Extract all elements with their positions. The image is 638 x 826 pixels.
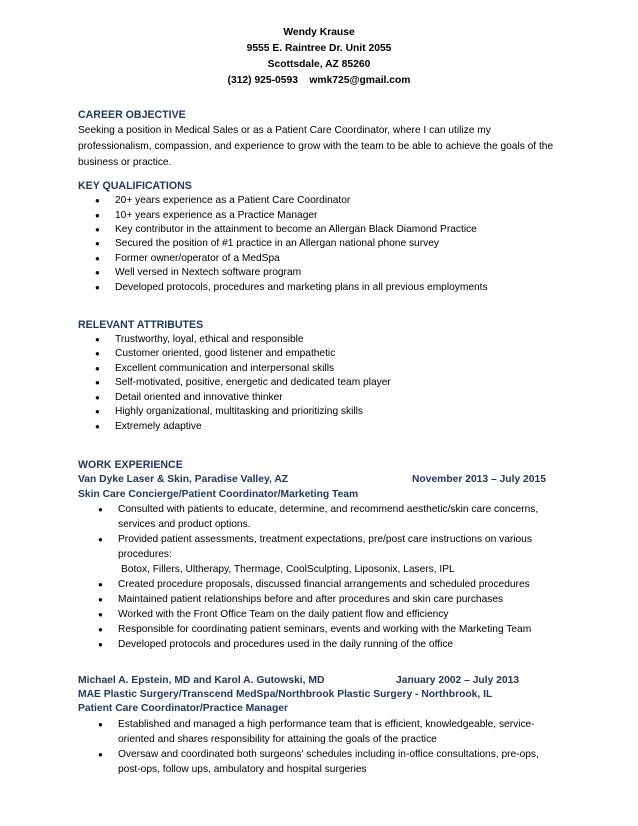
list-item-continuation: Botox, Fillers, Ultherapy, Thermage, CoolSculpting, Liposonix, Lasers, IPL (121, 564, 455, 575)
job1-role: Skin Care Concierge/Patient Coordinator/Marketing Team (78, 489, 359, 500)
list-item: ● Oversaw and coordinated both surgeons' schedules including in-office consultations, pre-ops, (98, 749, 539, 760)
objective-line: business or practice. (78, 157, 172, 168)
list-item: ● Consulted with patients to educate, determine, and recommend aesthetic/skin care concerns, (98, 504, 539, 515)
relevant-attributes-heading: RELEVANT ATTRIBUTES (78, 319, 204, 331)
list-item: ● Trustworthy, loyal, ethical and responsible (95, 334, 304, 345)
contact-line: (312) 925-0593 wmk725@gmail.com (227, 75, 411, 86)
list-item: ● Maintained patient relationships before and after procedures and skin care purchases (98, 594, 504, 605)
list-item: ● Customer oriented, good listener and empathetic (95, 348, 336, 359)
list-item: ● Detail oriented and innovative thinker (95, 392, 283, 403)
list-item: ● Developed protocols and procedures used in the daily running of the office (98, 639, 454, 650)
career-objective-heading: CAREER OBJECTIVE (78, 109, 186, 121)
list-item-continuation: procedures: (118, 549, 172, 560)
list-item: ● Extremely adaptive (95, 421, 202, 432)
list-item: ● Created procedure proposals, discussed financial arrangements and scheduled procedures (98, 579, 530, 590)
list-item: ● 20+ years experience as a Patient Care Coordinator (95, 195, 351, 206)
list-item-continuation: oriented and shares responsibility for attaining the goals of the practice (118, 734, 437, 745)
list-item: ● Worked with the Front Office Team on the daily patient flow and efficiency (98, 609, 449, 620)
list-item: ● Excellent communication and interpersonal skills (95, 363, 335, 374)
job1-dates: November 2013 – July 2015 (412, 474, 546, 485)
resume-header (0, 25, 638, 89)
applicant-name: Wendy Krause (283, 27, 355, 38)
job2-organization: MAE Plastic Surgery/Transcend MedSpa/Northbrook Plastic Surgery - Northbrook, IL (78, 689, 493, 700)
list-item: ● Self-motivated, positive, energetic and dedicated team player (95, 377, 391, 388)
list-item-continuation: services and product options. (118, 519, 251, 530)
list-item-continuation: post-ops, follow ups, ambulatory and hospital surgeries (118, 764, 367, 775)
list-item: ● Highly organizational, multitasking and prioritizing skills (95, 406, 364, 417)
key-qualifications-heading: KEY QUALIFICATIONS (78, 180, 192, 192)
list-item: ● Well versed in Nextech software program (95, 267, 302, 278)
list-item: ● Key contributor in the attainment to become an Allergan Black Diamond Practice (95, 224, 477, 235)
objective-line: Seeking a position in Medical Sales or as a Patient Care Coordinator, where I can utilize my (78, 125, 491, 136)
address-line-1: 9555 E. Raintree Dr. Unit 2055 (246, 43, 392, 54)
list-item: ● 10+ years experience as a Practice Manager (95, 210, 318, 221)
list-item: ● Provided patient assessments, treatment expectations, pre/post care instructions on various (98, 534, 532, 545)
work-experience-heading: WORK EXPERIENCE (78, 459, 183, 471)
list-item: ● Former owner/operator of a MedSpa (95, 253, 280, 264)
address-line-2: Scottsdale, AZ 85260 (267, 59, 371, 70)
list-item: ● Secured the position of #1 practice in an Allergan national phone survey (95, 238, 439, 249)
list-item: ● Responsible for coordinating patient seminars, events and working with the Marketing Team (98, 624, 532, 635)
job2-role: Patient Care Coordinator/Practice Manager (78, 703, 289, 714)
job2-dates: January 2002 – July 2013 (396, 675, 520, 686)
list-item: ● Established and managed a high performance team that is efficient, knowledgeable, service- (98, 719, 535, 730)
objective-line: professionalism, compassion, and experience to grow with the team to be able to achieve the goals of the (78, 141, 554, 152)
job2-employer: Michael A. Epstein, MD and Karol A. Gutowski, MD (78, 675, 325, 686)
list-item: ● Developed protocols, procedures and marketing plans in all previous employments (95, 282, 488, 293)
job1-employer: Van Dyke Laser & Skin, Paradise Valley, AZ (78, 474, 289, 485)
